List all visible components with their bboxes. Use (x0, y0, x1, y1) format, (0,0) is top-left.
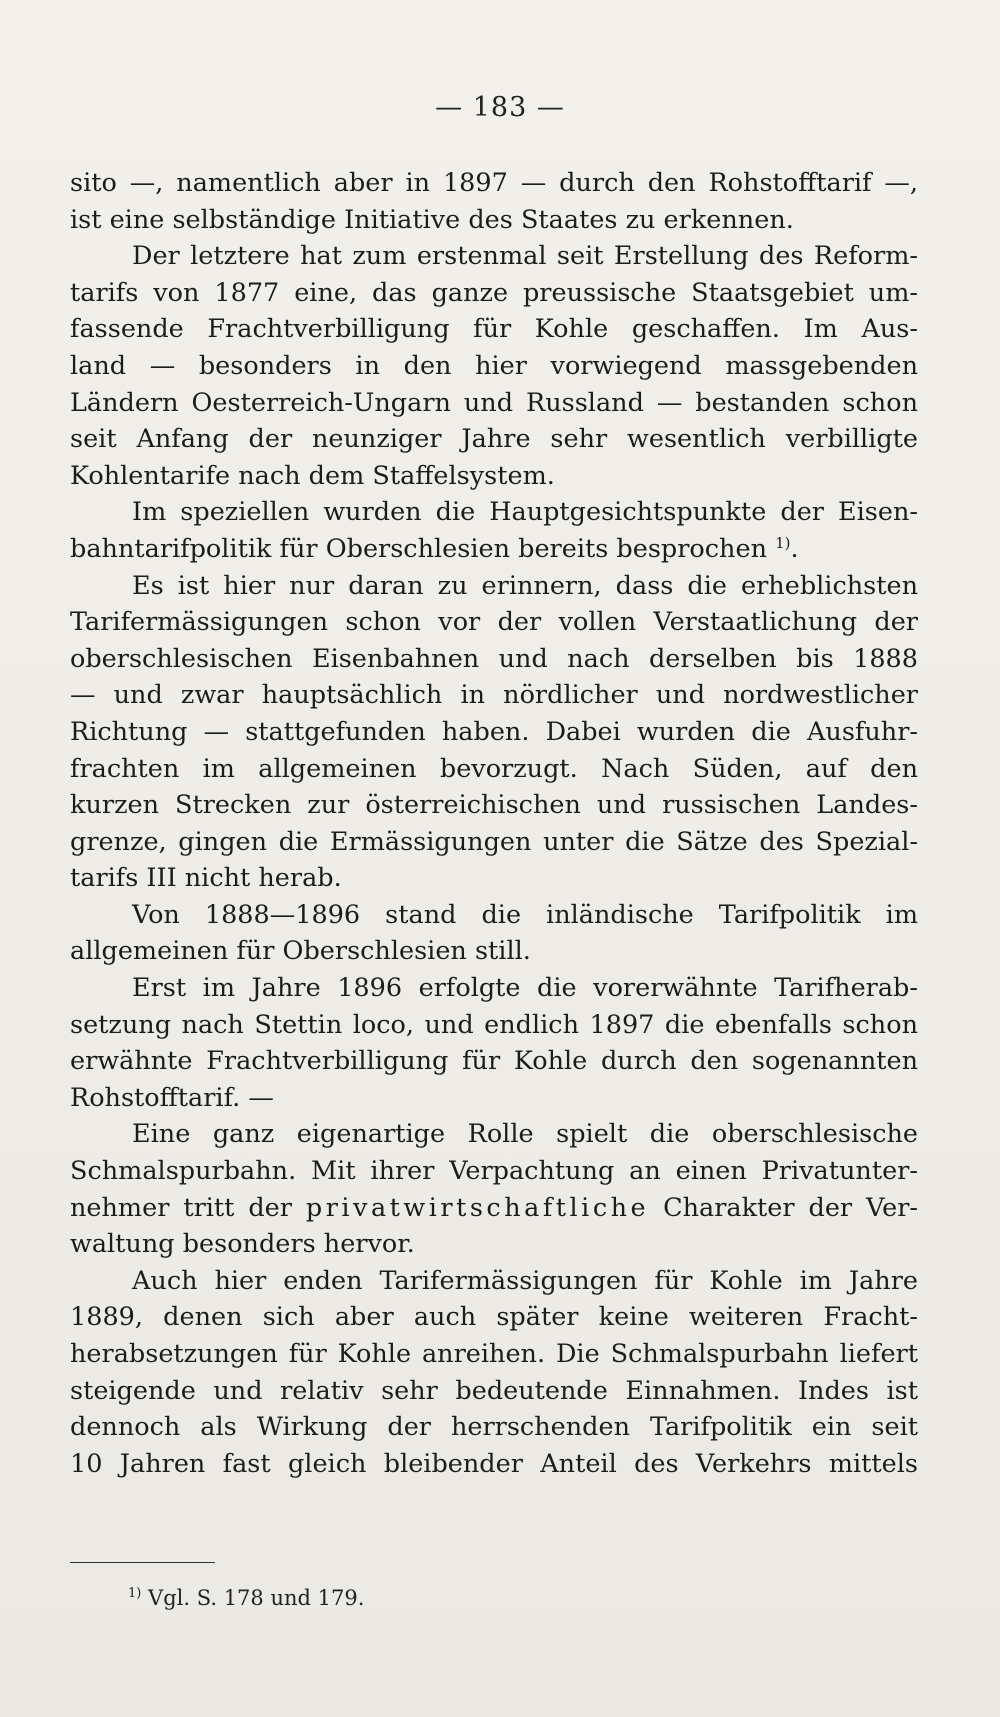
text-line: Im speziellen wurden die Hauptgesichtspunkte der Eisen- (132, 497, 918, 528)
text-line: Der letztere hat zum erstenmal seit Erstellung des Reform- (132, 241, 918, 272)
text-line: Rohstofftarif. — (70, 1082, 274, 1113)
text-line: tarifs III nicht herab. (70, 863, 342, 894)
text-line: setzung nach Stettin loco, und endlich 1897 die ebenfalls schon (70, 1009, 918, 1040)
text-line: herabsetzungen für Kohle anreihen. Die Schmalspurbahn liefert (70, 1339, 918, 1369)
text-line: frachten im allgemeinen bevorzugt. Nach Süden, auf den (70, 753, 918, 784)
text-fragment: . (790, 533, 799, 564)
text-line: — und zwar hauptsächlich in nördlicher und nordwestlicher (70, 680, 918, 711)
footnote-marker: 1) (128, 1586, 142, 1601)
text-line: Tarifermässigungen schon vor der vollen Verstaatlichung der (70, 607, 918, 638)
text-fragment: nehmer tritt der (70, 1192, 292, 1223)
text-line: Auch hier enden Tarifermässigungen für Kohle im Jahre (132, 1265, 918, 1296)
footnote-reference: 1) (775, 533, 791, 552)
emphasized-text: privatwirtschaftliche (305, 1192, 650, 1223)
text-line: Richtung — stattgefunden haben. Dabei wurden die Ausfuhr- (70, 716, 918, 747)
text-line: Schmalspurbahn. Mit ihrer Verpachtung an einen Privatunter- (70, 1156, 918, 1187)
text-line: 1889, denen sich aber auch später keine weiteren Fracht- (70, 1302, 918, 1333)
text-line: 10 Jahren fast gleich bleibender Anteil des Verkehrs mittels (70, 1448, 918, 1479)
text-line: erwähnte Frachtverbilligung für Kohle durch den sogenannten (70, 1046, 918, 1077)
text-line: fassende Frachtverbilligung für Kohle geschaffen. Im Aus- (70, 314, 918, 345)
page-number: — 183 — (435, 92, 565, 123)
text-fragment: bahntarifpolitik für Oberschlesien bereits besprochen (70, 533, 767, 564)
footnote (128, 1583, 364, 1613)
text-fragment: Charakter der Ver- (663, 1192, 919, 1223)
text-line: Kohlentarife nach dem Staffelsystem. (70, 460, 555, 491)
text-line: kurzen Strecken zur österreichischen und russischen Landes- (70, 790, 918, 821)
text-line (70, 531, 918, 568)
text-line: Von 1888—1896 stand die inländische Tarifpolitik im (132, 899, 918, 930)
text-line: tarifs von 1877 eine, das ganze preussische Staatsgebiet um- (70, 277, 918, 308)
text-line: waltung besonders hervor. (70, 1229, 415, 1260)
text-line: allgemeinen für Oberschlesien still. (70, 936, 531, 967)
footnote-text: Vgl. S. 178 und 179. (148, 1586, 365, 1610)
text-line: sito —, namentlich aber in 1897 — durch den Rohstofftarif —, (70, 168, 918, 198)
text-line: land — besonders in den hier vorwiegend massgebenden (70, 350, 918, 381)
text-line: steigende und relativ sehr bedeutende Einnahmen. Indes ist (70, 1375, 918, 1406)
body-text (70, 165, 918, 1482)
text-line: Es ist hier nur daran zu erinnern, dass die erheblichsten (132, 570, 918, 601)
text-line (70, 1190, 918, 1227)
text-line: Ländern Oesterreich-Ungarn und Russland — bestanden schon (70, 387, 918, 418)
footnote-divider (70, 1562, 215, 1563)
text-line: dennoch als Wirkung der herrschenden Tarifpolitik ein seit (70, 1412, 918, 1443)
text-line: ist eine selbständige Initiative des Staates zu erkennen. (70, 204, 794, 235)
text-line: Erst im Jahre 1896 erfolgte die vorerwähnte Tarifherab- (132, 973, 918, 1004)
text-line: oberschlesischen Eisenbahnen und nach derselben bis 1888 (70, 643, 918, 674)
text-line: grenze, gingen die Ermässigungen unter die Sätze des Spezial- (70, 826, 918, 857)
text-line: Eine ganz eigenartige Rolle spielt die oberschlesische (132, 1119, 918, 1150)
text-line: seit Anfang der neunziger Jahre sehr wesentlich verbilligte (70, 424, 918, 455)
